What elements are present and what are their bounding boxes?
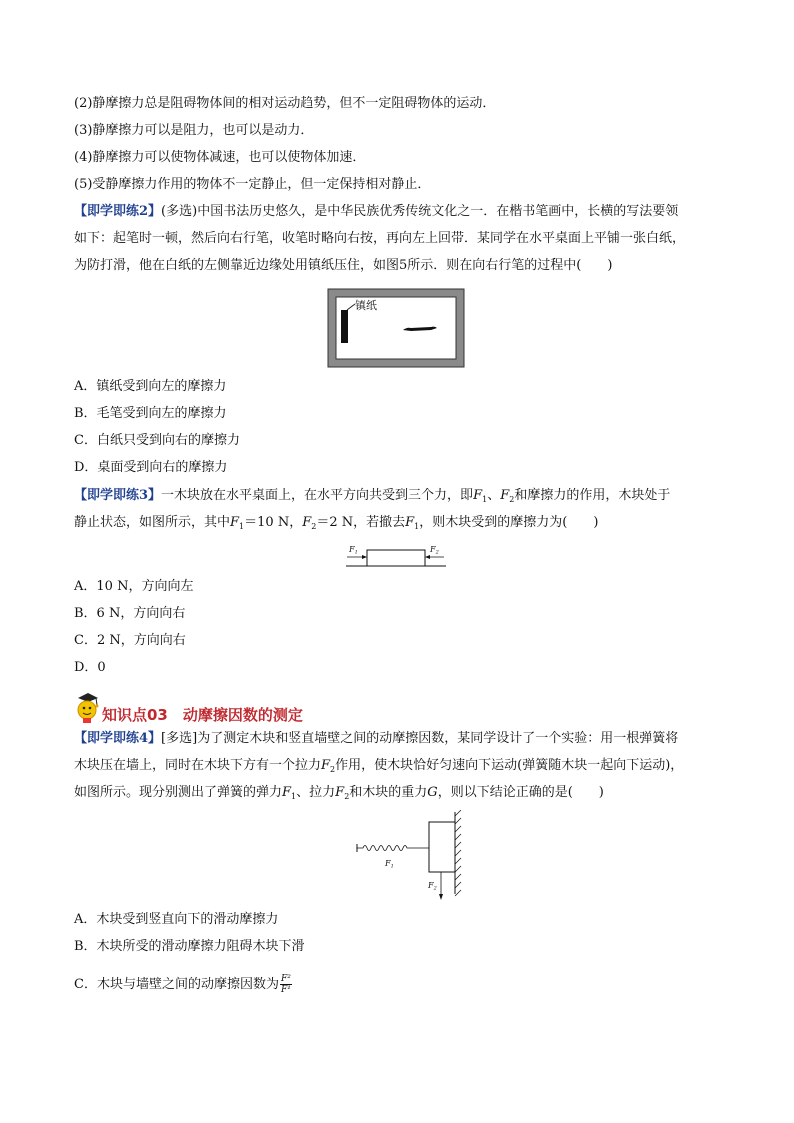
scholar-mascot-icon [72,690,102,724]
q4-stem-line1: 【即学即练4】[多选]为了测定木块和竖直墙壁之间的动摩擦因数，某同学设计了一个实验：用一根弹簧将 [74,731,679,746]
q3-option-a: A．10 N，方向向左 [74,579,194,594]
q4-tag: 【即学即练4】 [74,731,162,746]
q3-stem-line1: 【即学即练3】一木块放在水平桌面上，在水平方向共受到三个力，即$F_1$、$F_2$和摩擦力的作用，木块处于 [74,488,671,504]
q3-option-c: C．2 N，方向向右 [74,633,186,648]
q2-stem-line1: 【即学即练2】(多选)中国书法历史悠久，是中华民族优秀传统文化之一．在楷书笔画中，长横的写法要领 [74,204,679,219]
q3-option-d: D．0 [74,660,106,675]
q2-stem-line2: 如下：起笔时一顿，然后向右行笔，收笔时略向右按，再向左上回带．某同学在水平桌面上平铺一张白纸， [74,231,686,246]
statement-4: (4)静摩擦力可以使物体减速，也可以使物体加速． [74,150,366,165]
q2-option-b: B．毛笔受到向左的摩擦力 [74,406,227,421]
q4-stem-line2: 木块压在墙上，同时在木块下方有一个拉力$F_2$作用，使木块恰好匀速向下运动(弹簧随木块一起向下运动)， [74,758,684,774]
paperweight-label: 镇纸 [355,299,377,312]
q2-option-d: D．桌面受到向右的摩擦力 [74,460,228,475]
q3-option-b: B．6 N，方向向右 [74,606,186,621]
force-f2-label: F2 [428,881,437,892]
wood-block [367,550,425,566]
q4-option-b: B．木块所受的滑动摩擦力阻碍木块下滑 [74,939,305,954]
q2-tag: 【即学即练2】 [74,204,162,219]
q4-stem-line3: 如图所示。现分别测出了弹簧的弹力$F_1$、拉力$F_2$和木块的重力G，则以下结论正确的是( ) [74,785,604,801]
statement-5: (5)受静摩擦力作用的物体不一定静止，但一定保持相对静止． [74,177,431,192]
q2-option-a: A．镇纸受到向左的摩擦力 [74,379,227,394]
q2-option-c: C．白纸只受到向右的摩擦力 [74,433,240,448]
q4-option-a: A．木块受到竖直向下的滑动摩擦力 [74,912,279,927]
paperweight-bar [341,310,348,343]
knowledge-point-title: 知识点03 动摩擦因数的测定 [102,706,303,724]
q4-option-c: C．木块与墙壁之间的动摩擦因数为 $\frac{\text{F²}}{\text{F¹}}$ [74,974,291,995]
force-f1-label: F1 [349,545,358,556]
statement-3: (3)静摩擦力可以是阻力，也可以是动力． [74,123,314,138]
q3-tag: 【即学即练3】 [74,488,162,503]
statement-2: (2)静摩擦力总是阻碍物体间的相对运动趋势，但不一定阻碍物体的运动． [74,96,496,111]
q3-figure [344,541,448,569]
force-f2-label: F2 [430,545,439,556]
spring [357,846,429,851]
q4-figure [355,810,465,902]
wood-block [429,822,455,872]
friction-coefficient-fraction: $\frac{\text{F²}}{\text{F¹}}$ [280,974,291,995]
q2-figure [327,288,465,368]
q2-stem-line3: 为防打滑，他在白纸的左侧靠近边缘处用镇纸压住，如图5所示．则在向右行笔的过程中( ) [74,258,613,273]
force-f1-label: F1 [385,859,394,870]
q3-stem-line2: 静止状态，如图所示，其中$F_1=10$ N，$F_2=2$ N，若撤去$F_1$，则木块受到的摩擦力为( ) [74,515,599,531]
